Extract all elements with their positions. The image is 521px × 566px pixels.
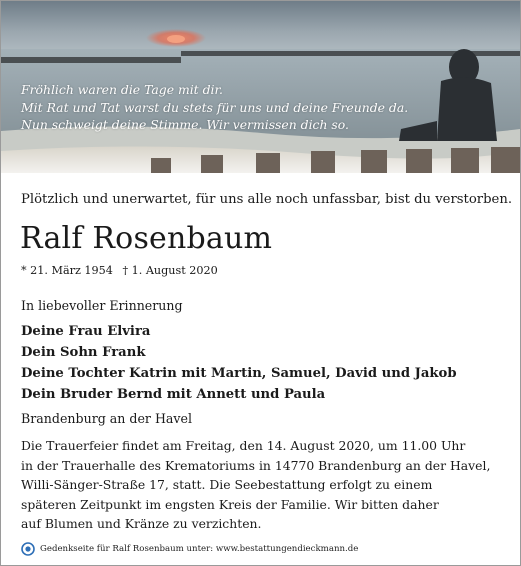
memorial-page-footer[interactable] — [21, 542, 358, 556]
life-dates — [21, 264, 224, 277]
mourner-entry: Deine Frau Elvira — [21, 324, 151, 339]
intro-text: Plötzlich und unerwartet, für uns alle noch unfassbar, bist du verstorben. — [21, 192, 513, 207]
memory-label: In liebevoller Erinnerung — [21, 298, 183, 313]
poem — [21, 81, 461, 134]
mourner-entry: Deine Tochter Katrin mit Martin, Samuel, David und Jakob — [21, 366, 457, 381]
ceremony-line: späteren Zeitpunkt im engsten Kreis der Familie. Wir bitten daher — [21, 496, 439, 512]
place: Brandenburg an der Havel — [21, 411, 193, 426]
mourner-entry: Dein Sohn Frank — [21, 345, 146, 360]
memorial-page-link[interactable]: Gedenkseite für Ralf Rosenbaum unter: www.bestattungendieckmann.de — [40, 544, 359, 554]
ceremony-line: Willi-Sänger-Straße 17, statt. Die Seebestattung erfolgt zu einem — [21, 477, 433, 493]
ceremony-info — [21, 436, 516, 534]
poem-line: Mit Rat und Tat warst du stets für uns und deine Freunde da. — [21, 99, 409, 115]
ceremony-line: auf Blumen und Kränze zu verzichten. — [21, 516, 262, 532]
memorial-page-logo-icon — [21, 542, 35, 556]
header-photo — [1, 1, 520, 185]
poem-line: Fröhlich waren die Tage mit dir. — [21, 82, 223, 97]
mourners-list — [21, 321, 457, 405]
poem-line: Nun schweigt deine Stimme. Wir vermissen dich so. — [21, 117, 349, 132]
mourner-entry: Dein Bruder Bernd mit Annett und Paula — [21, 387, 326, 402]
deceased-name: Ralf Rosenbaum — [20, 221, 273, 256]
ceremony-line: Die Trauerfeier findet am Freitag, den 14. August 2020, um 11.00 Uhr — [21, 438, 466, 453]
death-date: † 1. August 2020 — [122, 264, 218, 277]
birth-date: * 21. März 1954 — [21, 264, 113, 277]
ceremony-line: in der Trauerhalle des Krematoriums in 14770 Brandenburg an der Havel, — [21, 457, 491, 473]
